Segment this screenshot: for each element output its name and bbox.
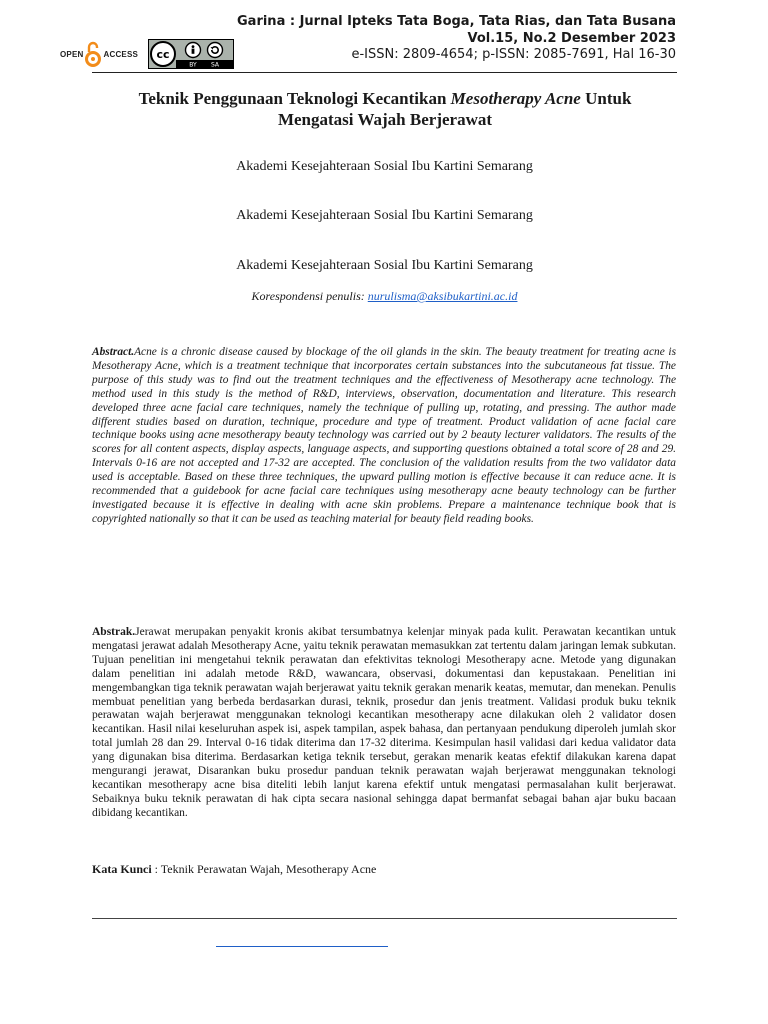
open-access-label-left: OPEN: [60, 49, 84, 59]
open-access-label-right: ACCESS: [103, 49, 139, 59]
license-sa-text: SA: [211, 61, 220, 69]
journal-volume: Vol.15, No.2 Desember 2023: [467, 30, 676, 46]
open-lock-icon: [85, 40, 101, 68]
footnote-link-underline: [216, 946, 388, 947]
author-affiliation-3: Akademi Kesejahteraan Sosial Ibu Kartini Semarang: [236, 258, 533, 273]
abstract-en-label: Abstract.: [92, 346, 135, 358]
author-affiliation-2: Akademi Kesejahteraan Sosial Ibu Kartini Semarang: [236, 208, 533, 223]
journal-name: Garina : Jurnal Ipteks Tata Boga, Tata Rias, dan Tata Busana: [237, 14, 676, 29]
journal-header: [237, 14, 676, 64]
keywords: [92, 862, 376, 877]
article-title: [100, 88, 670, 130]
footnote-divider: [92, 918, 677, 919]
abstract-id-text: Jerawat merupakan penyakit kronis akibat tersumbatnya kelenjar minyak pada kulit. Perawatan kecantikan untuk mengatasi jerawat adalah Mesotherapy Acne, yaitu teknik perawatan memasukkan zat tertentu dalam jaringan lemak subkutan. Tujuan penelitian ini mengetahui teknik perawatan dan efektivitas teknologi Mesotherapy acne. Metode yang digunakan dalam penelitian ini adalah metode R&D, wawancara, observasi, dokumentasi dan kepustakaan. Penelitian ini mengembangkan tiga teknik perawatan wajah berjerawat yaitu teknik gerakan menarik keatas, memutar, dan menekan. Penulis membuat penelitian yang berbeda berdasarkan durasi, teknik, prosedur dan jenis treatment. Validasi produk buku teknik perawatan wajah berjerawat menggunakan teknologi kecantikan mesotherapy acne dilakukan oleh 2 validator dosen kecantikan. Hasil nilai keseluruhan aspek isi, aspek tampilan, aspek bahasa, dan pertanyaan pendukung diperoleh jumlah skor total jumlah 28 dan 29. Interval 0-16 tidak diterima dan 17-32 diterima. Kesimpulan hasil validasi dari kedua validator data yang digunakan bisa diterima. Berdasarkan ketiga teknik tersebut, gerakan menarik keatas efektif dilakukan karena dapat mengurangi jerawat, Disarankan buku prosedur panduan teknik perawatan wajah berjerawat menggunakan teknologi kecantikan mesotherapy acne bisa diteliti lebih lanjut karena efektif untuk mengatasi permasalahan kulit berjerawat. Sebaiknya buku teknik perawatan di hak cipta secara nasional sehingga dapat bermanfat sebagai bahan ajar buku bacaan dibidang kecantikan.: [92, 626, 676, 819]
abstract-id-label: Abstrak.: [92, 626, 136, 638]
cc-by-sa-icon: [148, 39, 234, 69]
svg-text:cc: cc: [156, 48, 170, 61]
correspondence-label: Korespondensi penulis:: [251, 289, 368, 303]
license-by-text: BY: [189, 61, 197, 69]
keywords-text: : Teknik Perawatan Wajah, Mesotherapy Acne: [151, 862, 377, 876]
open-access-logo: [60, 40, 138, 68]
abstract-en-text: Acne is a chronic disease caused by blockage of the oil glands in the skin. The beauty treatment for treating acne is Mesotherapy Acne, which is a treatment technique that incorporates certain substances into the subcutaneous fat tissue. The purpose of this study was to find out the treatment techniques and the effectiveness of Mesotherapy acne technology. The method used in this study is the method of R&D, interviews, observation, documentation and literature. This research developed three acne facial care techniques, namely the technique of pulling up, rotating, and pressing. The author made different studies based on duration, technique, procedure and type of treatment. Product validation of acne facial care technique books using acne mesotherapy beauty technology was carried out by 2 beauty lecturer validators. The results of the scores for all content aspects, display aspects, language aspects, and supporting questions obtained a total score of 28 and 29. Intervals 0-16 are not accepted and 17-32 are accepted. The conclusion of the validation results from the two validator data used is acceptable. Based on these three techniques, the upward pulling motion is effective because it can reduce acne. It is recommended that a guidebook for acne facial care techniques using mesotherapy acne beauty technology can be further investigated because it is effective in dealing with acne skin problems. Prepare a maintenance technique book that is copyrighted nationally so that it can be used as teaching material for beauty field reading books.: [92, 346, 676, 525]
correspondence: [92, 289, 677, 304]
abstract-indonesian: [92, 626, 676, 821]
header-divider: [92, 72, 677, 73]
abstract-english: [92, 346, 676, 527]
title-part-2: Untuk Mengatasi Wajah Berjerawat: [277, 89, 632, 129]
keywords-label: Kata Kunci: [92, 862, 152, 876]
title-italic: Mesotherapy Acne: [450, 89, 581, 108]
title-part-1: Teknik Penggunaan Teknologi Kecantikan: [138, 89, 451, 108]
author-affiliation-1: Akademi Kesejahteraan Sosial Ibu Kartini Semarang: [236, 159, 533, 174]
header-logos: [60, 36, 234, 72]
correspondence-email-link[interactable]: nurulisma@aksibukartini.ac.id: [367, 289, 518, 303]
journal-issn: e-ISSN: 2809-4654; p-ISSN: 2085-7691, Hal 16-30: [351, 47, 676, 62]
